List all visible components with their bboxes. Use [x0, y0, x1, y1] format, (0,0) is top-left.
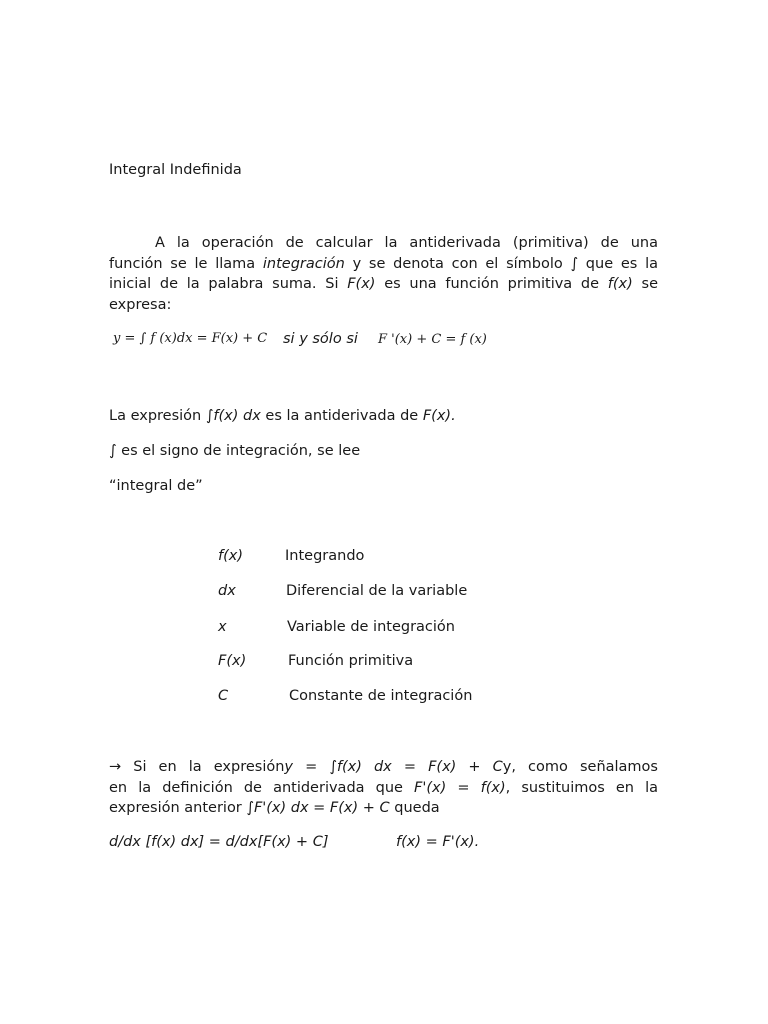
page-title: Integral Indefinida: [109, 162, 242, 178]
term-symbol: dx: [218, 583, 236, 599]
intro-line-2: función se le llama integración y se denota con el símbolo ∫ que es la: [109, 255, 658, 272]
formula-condition: si y sólo si: [283, 331, 358, 347]
final-equation-right: f(x) = F'(x).: [396, 834, 480, 850]
intro-line-4: expresa:: [109, 296, 172, 313]
term-meaning: Constante de integración: [289, 688, 473, 704]
closing-line-2: en la definición de antiderivada que F'(x) = f(x), sustituimos en la: [109, 779, 658, 796]
term-meaning: Integrando: [285, 548, 365, 564]
formula-left: y = ∫ f (x)dx = F(x) + C: [113, 331, 268, 346]
closing-line-1: → Si en la expresióny = ∫f(x) dx = F(x) + Cy, como señalamos: [109, 759, 658, 775]
intro-line-3: inicial de la palabra suma. Si F(x) es una función primitiva de f(x) se: [109, 276, 658, 292]
closing-line-3: expresión anterior ∫F'(x) dx = F(x) + C queda: [109, 800, 440, 816]
final-equation-left: d/dx [f(x) dx] = d/dx[F(x) + C]: [109, 834, 329, 850]
term-symbol: C: [218, 688, 229, 704]
term-symbol: f(x): [218, 548, 243, 564]
closing-paragraph: [109, 757, 658, 819]
term-symbol: x: [218, 619, 227, 635]
intro-line-1: A la operación de calcular la antiderivada (primitiva) de una: [155, 235, 658, 251]
term-meaning: Variable de integración: [287, 619, 455, 635]
formula-right: F '(x) + C = f (x): [378, 332, 487, 347]
read-line: “integral de”: [109, 478, 203, 494]
term-meaning: Diferencial de la variable: [286, 583, 468, 599]
sign-line: ∫ es el signo de integración, se lee: [109, 443, 361, 459]
term-symbol: F(x): [218, 653, 247, 669]
term-meaning: Función primitiva: [288, 653, 414, 669]
expression-line: La expresión ∫f(x) dx es la antiderivada de F(x).: [109, 408, 456, 424]
intro-paragraph: [109, 233, 658, 315]
